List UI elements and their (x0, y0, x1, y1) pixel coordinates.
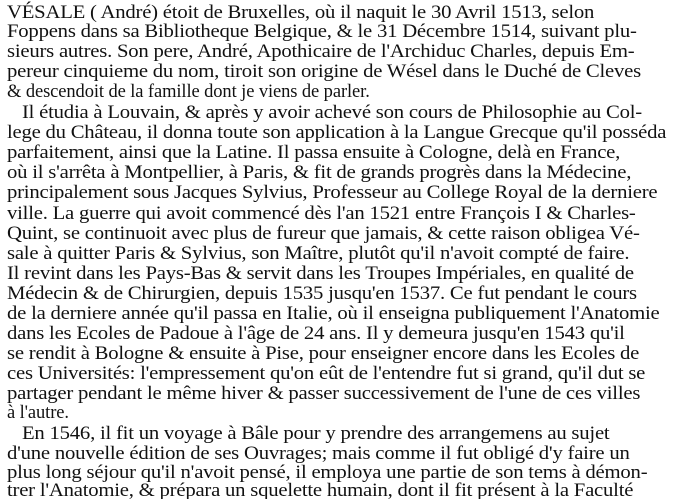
text-line: sale à quitter Paris & Sylvius, son Maître, plutôt qu'il n'avoit compté de faire. (7, 244, 630, 264)
text-line: Quint, se continuoit avec plus de fureur que jamais, & cette raison obligea Vé- (7, 224, 640, 244)
text-line: plus long séjour qu'il n'avoit pensé, il employa une partie de son tems à démon- (7, 463, 648, 483)
text-line: Il revint dans les Pays-Bas & servit dans les Troupes Impériales, en qualité de (7, 264, 634, 284)
text-line: En 1546, il fit un voyage à Bâle pour y prendre des arrangemens au sujet (22, 424, 610, 444)
text-line: dans les Ecoles de Padoue à l'âge de 24 ans. Il y demeura jusqu'en 1543 qu'il (7, 324, 625, 344)
text-line: Foppens dans sa Bibliotheque Belgique, & le 31 Décembre 1514, suivant plu- (7, 22, 637, 42)
text-line: Médecin & de Chirurgien, depuis 1535 jusqu'en 1537. Ce fut pendant le cours (7, 284, 637, 304)
text-line: & descendoit de la famille dont je viens de parler. (7, 82, 370, 102)
text-line: se rendit à Bologne & ensuite à Pise, pour enseigner encore dans les Ecoles de (7, 344, 640, 364)
text-line: de la derniere année qu'il passa en Italie, où il enseigna publiquement l'Anatomie (7, 304, 660, 324)
text-line: lege du Château, il donna toute son application à la Langue Grecque qu'il posséda (7, 123, 667, 143)
text-line: Il étudia à Louvain, & après y avoir achevé son cours de Philosophie au Col- (22, 103, 642, 123)
text-line: où il s'arrêta à Montpellier, à Paris, & fit de grands progrès dans la Médecine, (7, 163, 632, 183)
text-line: pereur cinquieme du nom, tiroit son origine de Wésel dans le Duché de Cleves (7, 62, 641, 82)
text-line: principalement sous Jacques Sylvius, Professeur au College Royal de la derniere (7, 183, 658, 203)
text-line: trer l'Anatomie, & prépara un squelette humain, dont il fit présent à la Faculté (7, 481, 634, 499)
text-line: d'une nouvelle édition de ses Ouvrages; mais comme il fut obligé d'y faire un (7, 444, 630, 464)
text-line: à l'autre. (7, 403, 69, 423)
text-line: ville. La guerre qui avoit commencé dès l'an 1521 entre François I & Charles- (7, 204, 636, 224)
text-line: sieurs autres. Son pere, André, Apothicaire de l'Archiduc Charles, depuis Em- (7, 42, 635, 62)
text-line: partager pendant le même hiver & passer successivement de l'une de ces villes (7, 384, 641, 404)
text-line: VÉSALE ( André) étoit de Bruxelles, où il naquit le 30 Avril 1513, selon (7, 3, 595, 23)
text-line: parfaitement, ainsi que la Latine. Il passa ensuite à Cologne, delà en France, (7, 143, 621, 163)
text-line: ces Universités: l'empressement qu'on eût de l'entendre fut si grand, qu'il dut se (7, 364, 646, 384)
